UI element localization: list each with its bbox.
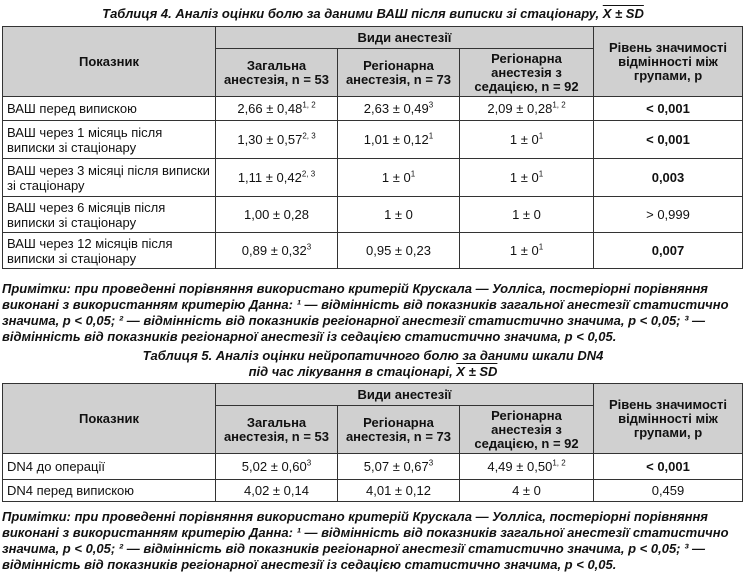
table5-caption-stat: X ± SD bbox=[456, 364, 498, 379]
cell-superscript: 1 bbox=[410, 169, 416, 179]
cell-pvalue: 0,007 bbox=[594, 233, 743, 269]
table4-body bbox=[3, 97, 743, 269]
cell-c1 bbox=[216, 121, 338, 159]
cell-value: 1 ± 0 bbox=[509, 132, 539, 147]
cell-c1 bbox=[216, 197, 338, 233]
cell-value: 1,00 ± 0,28 bbox=[244, 207, 309, 222]
table4-header-col1: Загальна анестезія, n = 53 bbox=[216, 49, 338, 97]
cell-c1 bbox=[216, 233, 338, 269]
cell-value: 1,11 ± 0,42 bbox=[237, 170, 302, 185]
cell-superscript: 3 bbox=[306, 242, 312, 252]
table5-body bbox=[3, 454, 743, 502]
cell-pvalue: < 0,001 bbox=[594, 97, 743, 121]
table5-caption bbox=[0, 348, 746, 380]
table4-header-col2: Регіонарна анестезія, n = 73 bbox=[338, 49, 460, 97]
row-label: ВАШ через 1 місяць після виписки зі стаціонару bbox=[3, 121, 216, 159]
table5-header-group: Види анестезії bbox=[216, 384, 594, 406]
cell-pvalue: > 0,999 bbox=[594, 197, 743, 233]
cell-value: 1 ± 0 bbox=[381, 170, 411, 185]
table4-header-pvalue: Рівень значимості відмінності між групами, p bbox=[594, 27, 743, 97]
cell-c2 bbox=[338, 197, 460, 233]
table4 bbox=[2, 26, 743, 269]
cell-c3 bbox=[460, 233, 594, 269]
table5-caption-line1: Таблиця 5. Аналіз оцінки нейропатичного болю за даними шкали DN4 bbox=[142, 348, 604, 363]
cell-value: 4,02 ± 0,14 bbox=[244, 483, 309, 498]
table-row bbox=[3, 121, 743, 159]
cell-value: 2,66 ± 0,48 bbox=[237, 101, 303, 116]
cell-value: 5,02 ± 0,60 bbox=[241, 459, 307, 474]
cell-value: 4 ± 0 bbox=[512, 483, 541, 498]
cell-pvalue: 0,459 bbox=[594, 480, 743, 502]
cell-c2 bbox=[338, 159, 460, 197]
cell-c3 bbox=[460, 97, 594, 121]
cell-c2 bbox=[338, 97, 460, 121]
table5-notes: Примітки: при проведенні порівняння використано критерій Крускала — Уолліса, постеріорні порівняння виконані з використанням критерію Данна: ¹ — відмінність від показників загальної анестезії статистично значима, p < 0,05; ² — відмінність від показників регіонарної анестезії статистично значима, p < 0,05; ³ — відмінність від показників регіонарної анестезії із седацією статистично значима, p < 0,05. bbox=[2, 509, 729, 572]
cell-value: 5,07 ± 0,67 bbox=[363, 459, 429, 474]
cell-superscript: 1, 2 bbox=[552, 458, 566, 468]
cell-value: 1 ± 0 bbox=[509, 170, 539, 185]
cell-value: 4,49 ± 0,50 bbox=[487, 459, 553, 474]
row-label: ВАШ через 12 місяців після виписки зі стаціонару bbox=[3, 233, 216, 269]
cell-superscript: 1 bbox=[428, 131, 434, 141]
cell-c1 bbox=[216, 97, 338, 121]
table5-header-col3: Регіонарна анестезія з седацією, n = 92 bbox=[460, 406, 594, 454]
cell-c2 bbox=[338, 480, 460, 502]
cell-superscript: 3 bbox=[428, 458, 434, 468]
row-label: DN4 до операції bbox=[3, 454, 216, 480]
row-label: ВАШ через 6 місяців після виписки зі стаціонару bbox=[3, 197, 216, 233]
table-row bbox=[3, 97, 743, 121]
cell-superscript: 1 bbox=[538, 242, 544, 252]
table4-caption bbox=[0, 6, 746, 22]
cell-value: 1,30 ± 0,57 bbox=[237, 132, 303, 147]
table-row bbox=[3, 454, 743, 480]
table-row bbox=[3, 197, 743, 233]
cell-c1 bbox=[216, 454, 338, 480]
table4-header-indicator: Показник bbox=[3, 27, 216, 97]
cell-c3 bbox=[460, 480, 594, 502]
cell-pvalue: < 0,001 bbox=[594, 454, 743, 480]
cell-c1 bbox=[216, 159, 338, 197]
cell-superscript: 3 bbox=[306, 458, 312, 468]
cell-c2 bbox=[338, 233, 460, 269]
cell-c3 bbox=[460, 197, 594, 233]
table4-caption-text: Таблиця 4. Аналіз оцінки болю за даними ВАШ після виписки зі стаціонару, bbox=[102, 6, 603, 21]
cell-value: 1,01 ± 0,12 bbox=[363, 132, 429, 147]
cell-pvalue: 0,003 bbox=[594, 159, 743, 197]
cell-value: 2,09 ± 0,28 bbox=[487, 101, 553, 116]
cell-c3 bbox=[460, 121, 594, 159]
cell-c1 bbox=[216, 480, 338, 502]
cell-c2 bbox=[338, 121, 460, 159]
table5-header-pvalue: Рівень значимості відмінності між групами, p bbox=[594, 384, 743, 454]
table5-caption-line2 bbox=[0, 364, 746, 380]
table-row bbox=[3, 480, 743, 502]
row-label: ВАШ через 3 місяці після виписки зі стаціонару bbox=[3, 159, 216, 197]
cell-value: 0,89 ± 0,32 bbox=[241, 243, 307, 258]
cell-c3 bbox=[460, 454, 594, 480]
table-row bbox=[3, 233, 743, 269]
cell-c2 bbox=[338, 454, 460, 480]
cell-value: 4,01 ± 0,12 bbox=[366, 483, 431, 498]
table5-header-col2: Регіонарна анестезія, n = 73 bbox=[338, 406, 460, 454]
cell-superscript: 1, 2 bbox=[552, 100, 566, 110]
cell-superscript: 1 bbox=[538, 169, 544, 179]
cell-superscript: 2, 3 bbox=[301, 169, 316, 179]
cell-value: 1 ± 0 bbox=[512, 207, 541, 222]
cell-pvalue: < 0,001 bbox=[594, 121, 743, 159]
table5-header-col1: Загальна анестезія, n = 53 bbox=[216, 406, 338, 454]
table4-header-group: Види анестезії bbox=[216, 27, 594, 49]
row-label: ВАШ перед випискою bbox=[3, 97, 216, 121]
cell-superscript: 3 bbox=[428, 100, 434, 110]
cell-superscript: 1, 2 bbox=[302, 100, 316, 110]
table4-header-col3: Регіонарна анестезія з седацією, n = 92 bbox=[460, 49, 594, 97]
cell-value: 1 ± 0 bbox=[384, 207, 413, 222]
table4-notes: Примітки: при проведенні порівняння використано критерій Крускала — Уолліса, постеріорні порівняння виконані з використанням критерію Данна: ¹ — відмінність від показників загальної анестезії статистично значима, p < 0,05; ² — відмінність від показників регіонарної анестезії статистично значима, p < 0,05; ³ — відмінність від показників регіонарної анестезії із седацією статистично значима, p < 0,05. bbox=[2, 281, 729, 344]
table5-header-indicator: Показник bbox=[3, 384, 216, 454]
table5-caption-line2-text: під час лікування в стаціонарі, bbox=[248, 364, 457, 379]
row-label: DN4 перед випискою bbox=[3, 480, 216, 502]
table5 bbox=[2, 383, 743, 502]
cell-superscript: 1 bbox=[538, 131, 544, 141]
cell-c3 bbox=[460, 159, 594, 197]
table-row bbox=[3, 159, 743, 197]
cell-superscript: 2, 3 bbox=[302, 131, 316, 141]
cell-value: 0,95 ± 0,23 bbox=[366, 243, 431, 258]
cell-value: 1 ± 0 bbox=[509, 243, 539, 258]
table4-caption-stat: X ± SD bbox=[602, 6, 644, 21]
cell-value: 2,63 ± 0,49 bbox=[363, 101, 429, 116]
